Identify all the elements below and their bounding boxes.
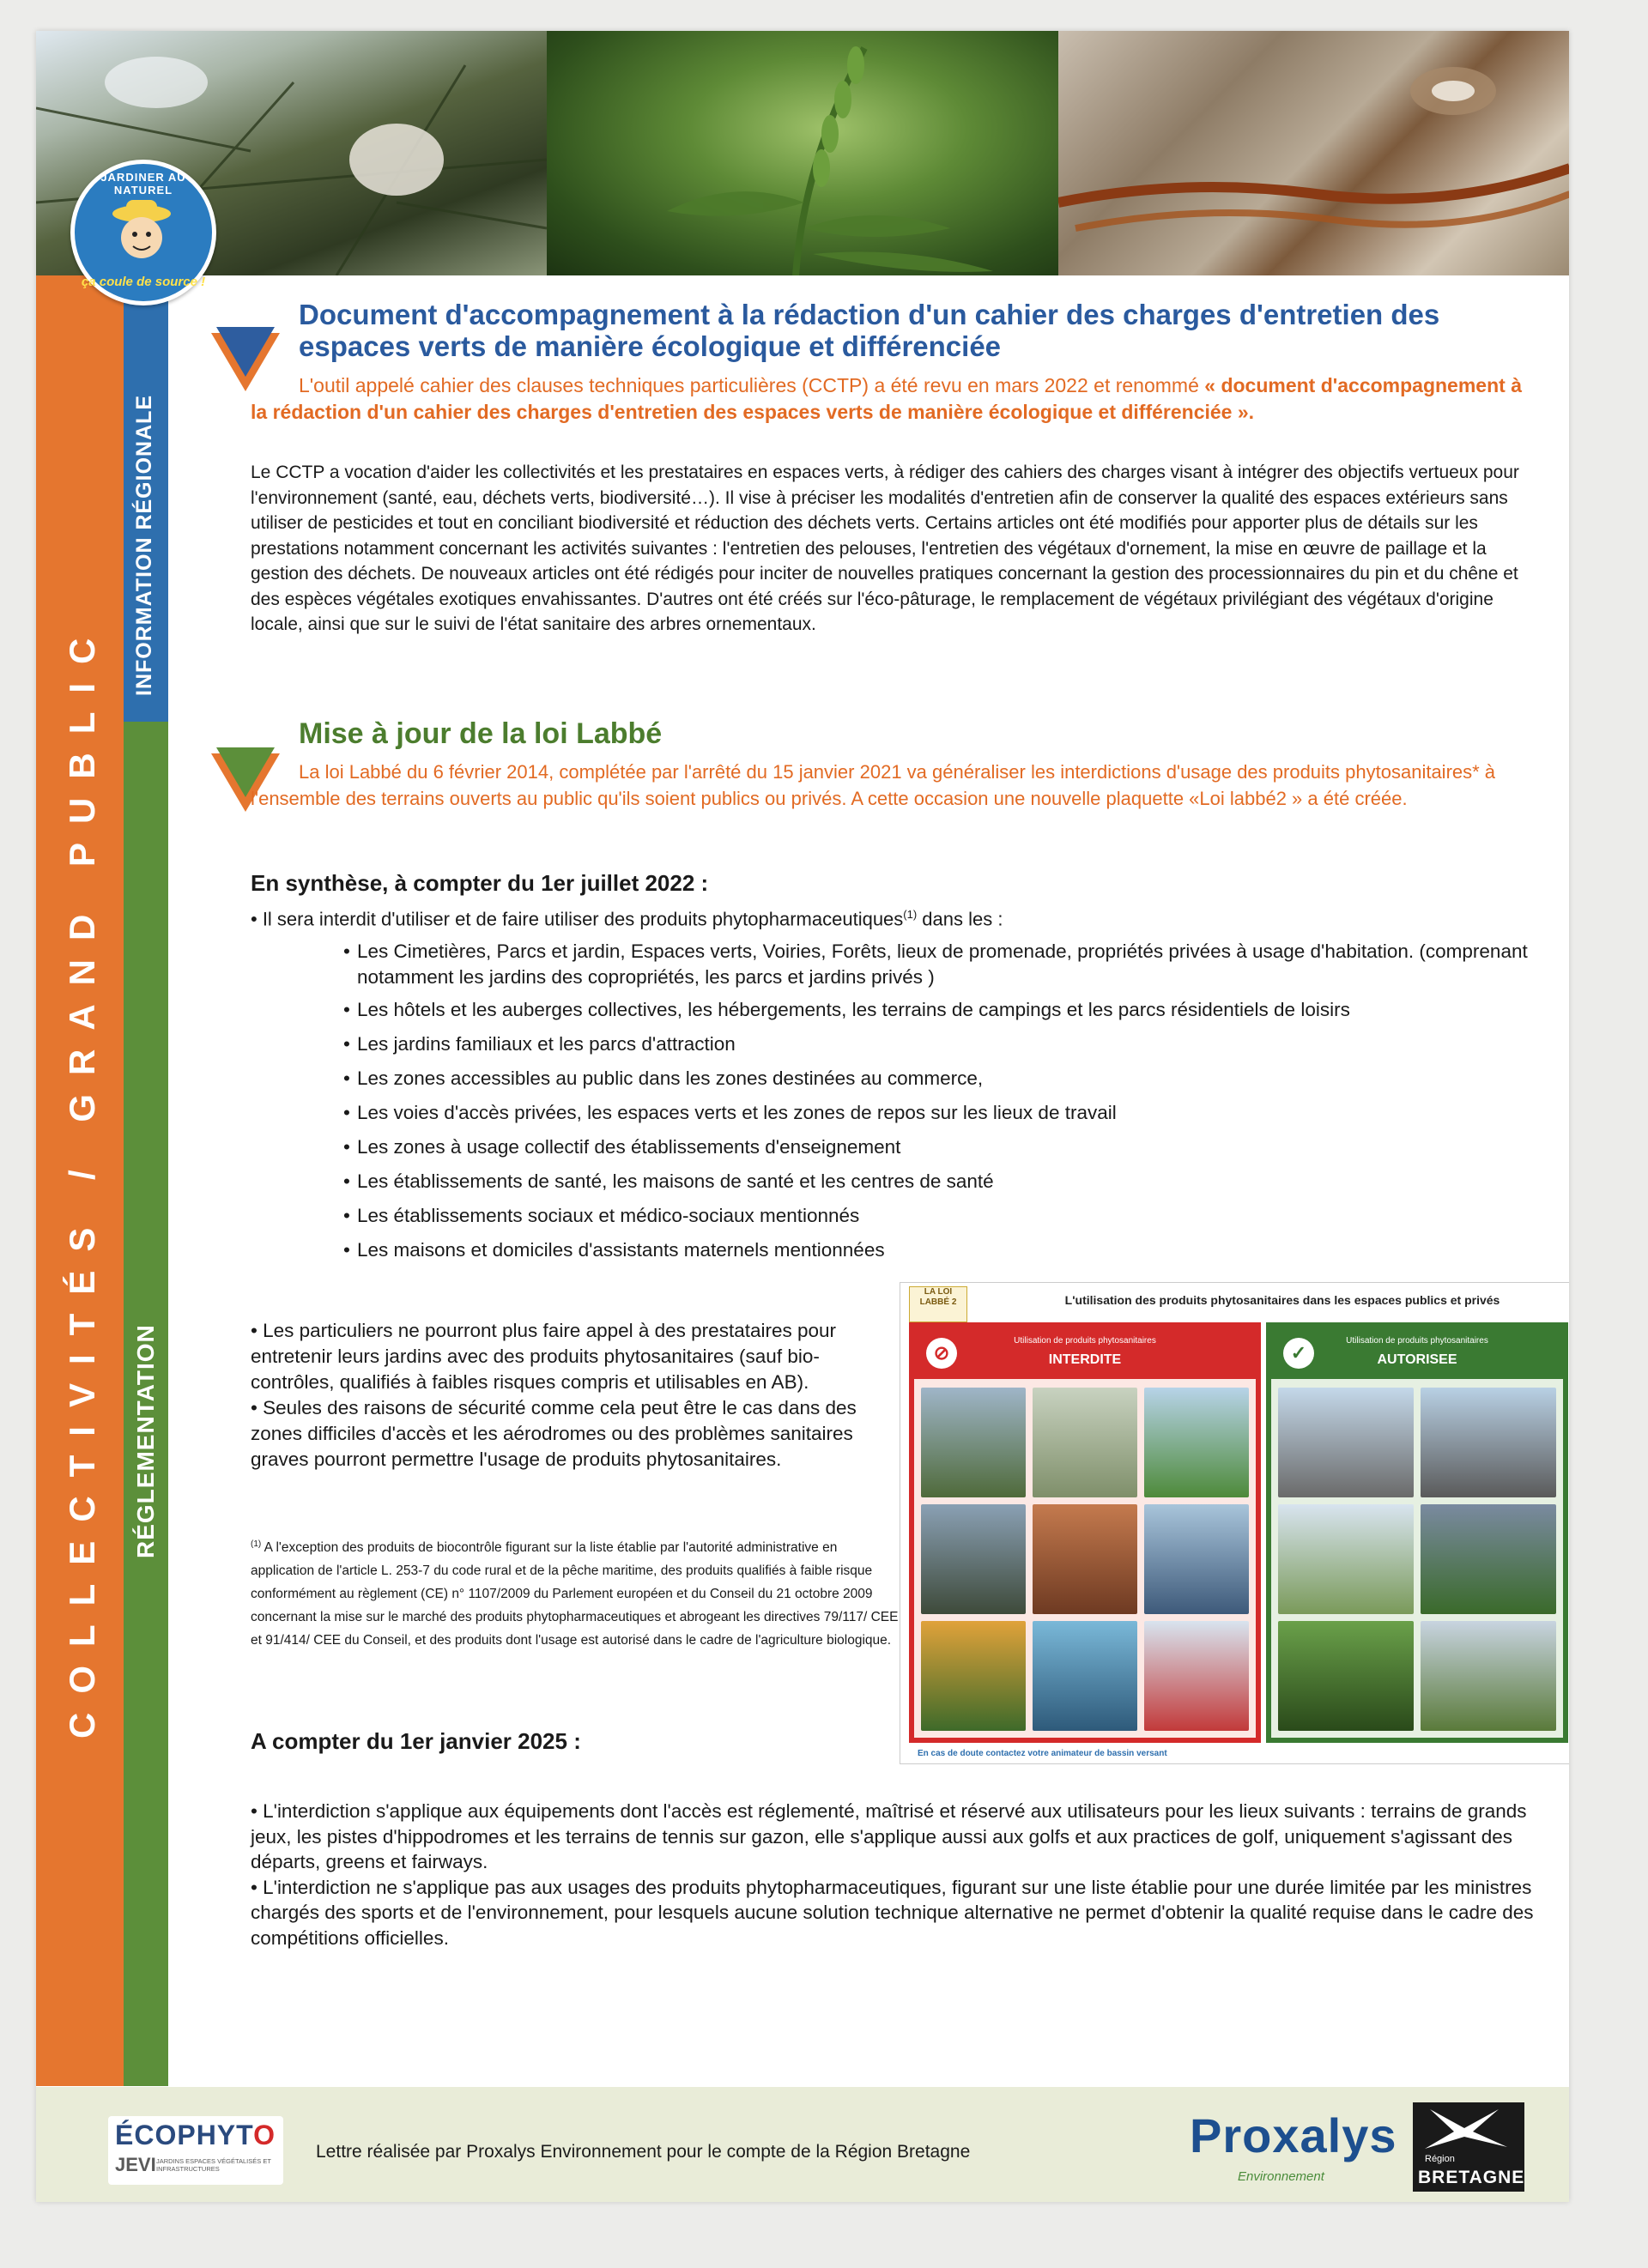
proxalys-logo: Proxalys <box>1190 2108 1397 2162</box>
synthesis-heading: En synthèse, à compter du 1er juillet 2022 : <box>251 870 709 896</box>
prohibited-icon: ⊘ <box>926 1338 957 1369</box>
footnote-mark: (1) <box>251 1539 262 1549</box>
poster-panel-interdite <box>909 1322 1261 1743</box>
credit-text: Lettre réalisée par Proxalys Environnement pour le compte de la Région Bretagne <box>316 2142 971 2162</box>
prohibited-places-list <box>343 939 1545 1272</box>
intro-bold-text: « document d'accompagnement à la rédaction d'un cahier des charges d'entretien des espaces verts de manière écologique et différenciée ». <box>251 374 1522 423</box>
list-item: • Les hôtels et les auberges collectives, les hébergements, les terrains de campings et les parcs résidentiels de loisirs <box>343 997 1545 1023</box>
poster-photo-mall <box>1144 1504 1249 1614</box>
ecophyto-logo <box>108 2116 283 2185</box>
document-page <box>36 31 1569 2202</box>
poster-photo-building <box>1033 1504 1137 1614</box>
synthesis-lead-end: dans les : <box>917 908 1003 930</box>
ermine-icon <box>1413 2102 1524 2154</box>
poster-logo: LA LOI LABBÉ 2 <box>909 1286 967 1322</box>
footnote <box>251 1533 903 1652</box>
badge-top-text: JARDINER AU NATUREL <box>100 171 186 197</box>
photo-ambrosia-plant <box>547 31 1057 275</box>
synthesis-lead-text: • Il sera interdit d'utiliser et de faire utiliser des produits phytopharmaceutiques <box>251 908 904 930</box>
poster-photo-street <box>1033 1388 1137 1497</box>
proxalys-subtitle: Environnement <box>1238 2169 1324 2184</box>
region-bretagne-logo <box>1413 2102 1524 2192</box>
sidebar-label-information: INFORMATION RÉGIONALE <box>132 394 156 696</box>
intro-plain-text: L'outil appelé cahier des clauses techniques particulières (CCTP) a été revu en mars 2022 et renommé <box>299 374 1205 396</box>
footnote-ref: (1) <box>903 908 918 921</box>
loi-labbe-poster-image <box>900 1282 1569 1764</box>
panel-small-label: Utilisation de produits phytosanitaires <box>1014 1336 1156 1346</box>
poster-footer: En cas de doute contactez votre animateur de bassin versant <box>918 1749 1167 1758</box>
list-item: • Les zones à usage collectif des établissements d'enseignement <box>343 1134 1545 1160</box>
jevi-subtitle: JARDINS ESPACES VÉGÉTALISÉS ET INFRASTRUCTURES <box>156 2157 271 2173</box>
section-intro-loi-labbe <box>251 759 1512 812</box>
jardiner-au-naturel-logo <box>70 160 216 305</box>
list-item: • Les voies d'accès privées, les espaces verts et les zones de repos sur les lieux de travail <box>343 1100 1545 1126</box>
panel-title: AUTORISEE <box>1377 1352 1457 1367</box>
gardener-face-icon <box>111 197 173 265</box>
paragraph-2025-2: • L'interdiction ne s'applique pas aux usages des produits phytopharmaceutiques, figurant sur une liste établie pour une durée limitée par les ministres chargés des sports et de l'environnement, pour lesquels aucune solution technique alternative ne permet d'obtenir la qualité requise dans le cadre des compétitions officielles. <box>251 1876 1534 1949</box>
poster-photo-road <box>1278 1388 1414 1497</box>
poster-photo-sports <box>1144 1388 1249 1497</box>
list-item: • Les établissements sociaux et médico-sociaux mentionnés <box>343 1203 1545 1229</box>
poster-photo-insect <box>1278 1621 1414 1731</box>
ecophyto-wordmark <box>115 2120 276 2151</box>
section-title-loi-labbe: Mise à jour de la loi Labbé <box>299 717 663 750</box>
list-item: • Les Cimetières, Parcs et jardin, Espaces verts, Voiries, Forêts, lieux de promenade, propriétés privées à usage d'habitation. (comprenant notamment les jardins des copropriétés, les parcs et jardins privés ) <box>343 939 1545 990</box>
poster-photo-park <box>1144 1621 1249 1731</box>
list-item: • Les zones accessibles au public dans les zones destinées au commerce, <box>343 1066 1545 1092</box>
poster-photo-garden <box>1421 1621 1556 1731</box>
paragraphs-2025 <box>251 1799 1547 1950</box>
sidebar-label-reglementation: RÉGLEMENTATION <box>132 1324 159 1558</box>
poster-photo-grid <box>1278 1388 1556 1731</box>
poster-title: L'utilisation des produits phytosanitaires dans les espaces publics et privés <box>1064 1293 1500 1307</box>
synthesis-lead <box>251 908 1003 930</box>
poster-photo-airfield <box>1278 1504 1414 1614</box>
section-title-document: Document d'accompagnement à la rédaction d'un cahier des charges d'entretien des espaces verts de manière écologique et différenciée <box>299 299 1440 362</box>
poster-photo-cemetery <box>921 1388 1026 1497</box>
list-item: • Les établissements de santé, les maisons de santé et les centres de santé <box>343 1169 1545 1194</box>
section-intro-document <box>251 372 1538 426</box>
poster-photo-hospital <box>1033 1621 1137 1731</box>
header-photo-strip <box>36 31 1569 275</box>
photo-processionary-caterpillars <box>1058 31 1569 275</box>
sidebar-label-collectivites: COLLECTIVITÉS / GRAND PUBLIC <box>62 619 102 1739</box>
jevi-text: JEVI <box>115 2154 156 2175</box>
list-item: • Les jardins familiaux et les parcs d'attraction <box>343 1031 1545 1057</box>
ecophyto-o: O <box>253 2120 276 2150</box>
bretagne-label: BRETAGNE <box>1418 2168 1525 2187</box>
poster-photo-school <box>921 1621 1026 1731</box>
paragraph-2025-1: • L'interdiction s'applique aux équipements dont l'accès est réglementé, maîtrisé et réservé aux utilisateurs pour les lieux suivants : terrains de grands jeux, les pistes d'hippodromes et les terrains de tennis sur gazon, elle s'applique aussi aux golfs et aux practices de golf, uniquement s'agissant des départs, greens et fairways. <box>251 1800 1527 1872</box>
check-icon: ✓ <box>1283 1338 1314 1369</box>
region-label: Région <box>1425 2154 1455 2164</box>
securite-text: • Seules des raisons de sécurité comme cela peut être le cas dans des zones difficiles d'accès et les aérodromes ou des problèmes sanitaires graves pourront permettre l'usage de produits phytosanitaires. <box>251 1397 857 1470</box>
panel-small-label: Utilisation de produits phytosanitaires <box>1346 1336 1488 1346</box>
poster-photo-stadium <box>1421 1504 1556 1614</box>
poster-panel-autorisee <box>1266 1322 1568 1743</box>
heading-2025: A compter du 1er janvier 2025 : <box>251 1728 581 1754</box>
loi-labbe-intro-text: La loi Labbé du 6 février 2014, complétée par l'arrêté du 15 janvier 2021 va généraliser les interdictions d'usage des produits phytosanitaires* à l'ensemble des terrains ouverts au public qu'ils soient publics ou privés. A cette occasion une nouvelle plaquette «Loi labbé2 » a été créée. <box>251 761 1496 809</box>
footnote-text: A l'exception des produits de biocontrôle figurant sur la liste établie par l'autorité administrative en application de l'article L. 253-7 du code rural et de la pêche maritime, des produits qualifiés à faible risque conformément au règlement (CE) n° 1107/2009 du Parlement européen et du Conseil du 21 octobre 2009 concernant la mise sur le marché des produits phytopharmaceutiques et abrogeant les directives 79/117/ CEE et 91/414/ CEE du Conseil, et des produits dont l'usage est autorisé dans le cadre de l'agriculture biologique. <box>251 1540 899 1648</box>
panel-header-autorisee <box>1271 1328 1563 1379</box>
poster-photo-camping <box>921 1504 1026 1614</box>
ecophyto-text: ÉCOPHYT <box>115 2120 254 2150</box>
triangle-marker-blue-icon <box>216 327 275 377</box>
particuliers-text: • Les particuliers ne pourront plus faire appel à des prestataires pour entretenir leurs jardins avec des produits phytosanitaires (sauf bio-contrôles, qualifiés à faibles risques compris et utilisables en AB). <box>251 1320 837 1393</box>
panel-title: INTERDITE <box>1048 1352 1122 1367</box>
poster-photo-railway <box>1421 1388 1556 1497</box>
section-body-cctp: Le CCTP a vocation d'aider les collectivités et les prestataires en espaces verts, à rédiger des cahiers des charges visant à intégrer des objectifs vertueux pour l'environnement (santé, eau, déchets verts, biodiversité…). Il vise à préciser les modalités d'entretien afin de conserver la qualité des espaces extérieurs sans utiliser de pesticides et tout en conciliant biodiversité et réduction des déchets verts. Certains articles ont été modifiés pour apporter plus de détails sur les prestations notamment concernant les activités suivantes : l'entretien des pelouses, l'entretien des végétaux d'ornement, la mise en œuvre de paillage et la gestion des déchets. De nouveaux articles ont été rédigés pour inciter de nouvelles pratiques concernant la gestion des processionnaires du pin et du chêne et des espèces végétales exotiques envahissantes. D'autres ont été créés sur l'éco-pâturage, le remplacement de végétaux privilégiant des végétaux d'origine locale, ainsi que sur le suivi de l'état sanitaire des arbres ornementaux. <box>251 463 1519 634</box>
panel-header-interdite <box>914 1328 1256 1379</box>
poster-photo-grid <box>921 1388 1249 1731</box>
footer-band <box>36 2087 1569 2202</box>
badge-slogan: ça coule de source ! <box>81 275 206 289</box>
particuliers-block <box>251 1318 903 1473</box>
list-item: • Les maisons et domiciles d'assistants maternels mentionnées <box>343 1237 1545 1263</box>
